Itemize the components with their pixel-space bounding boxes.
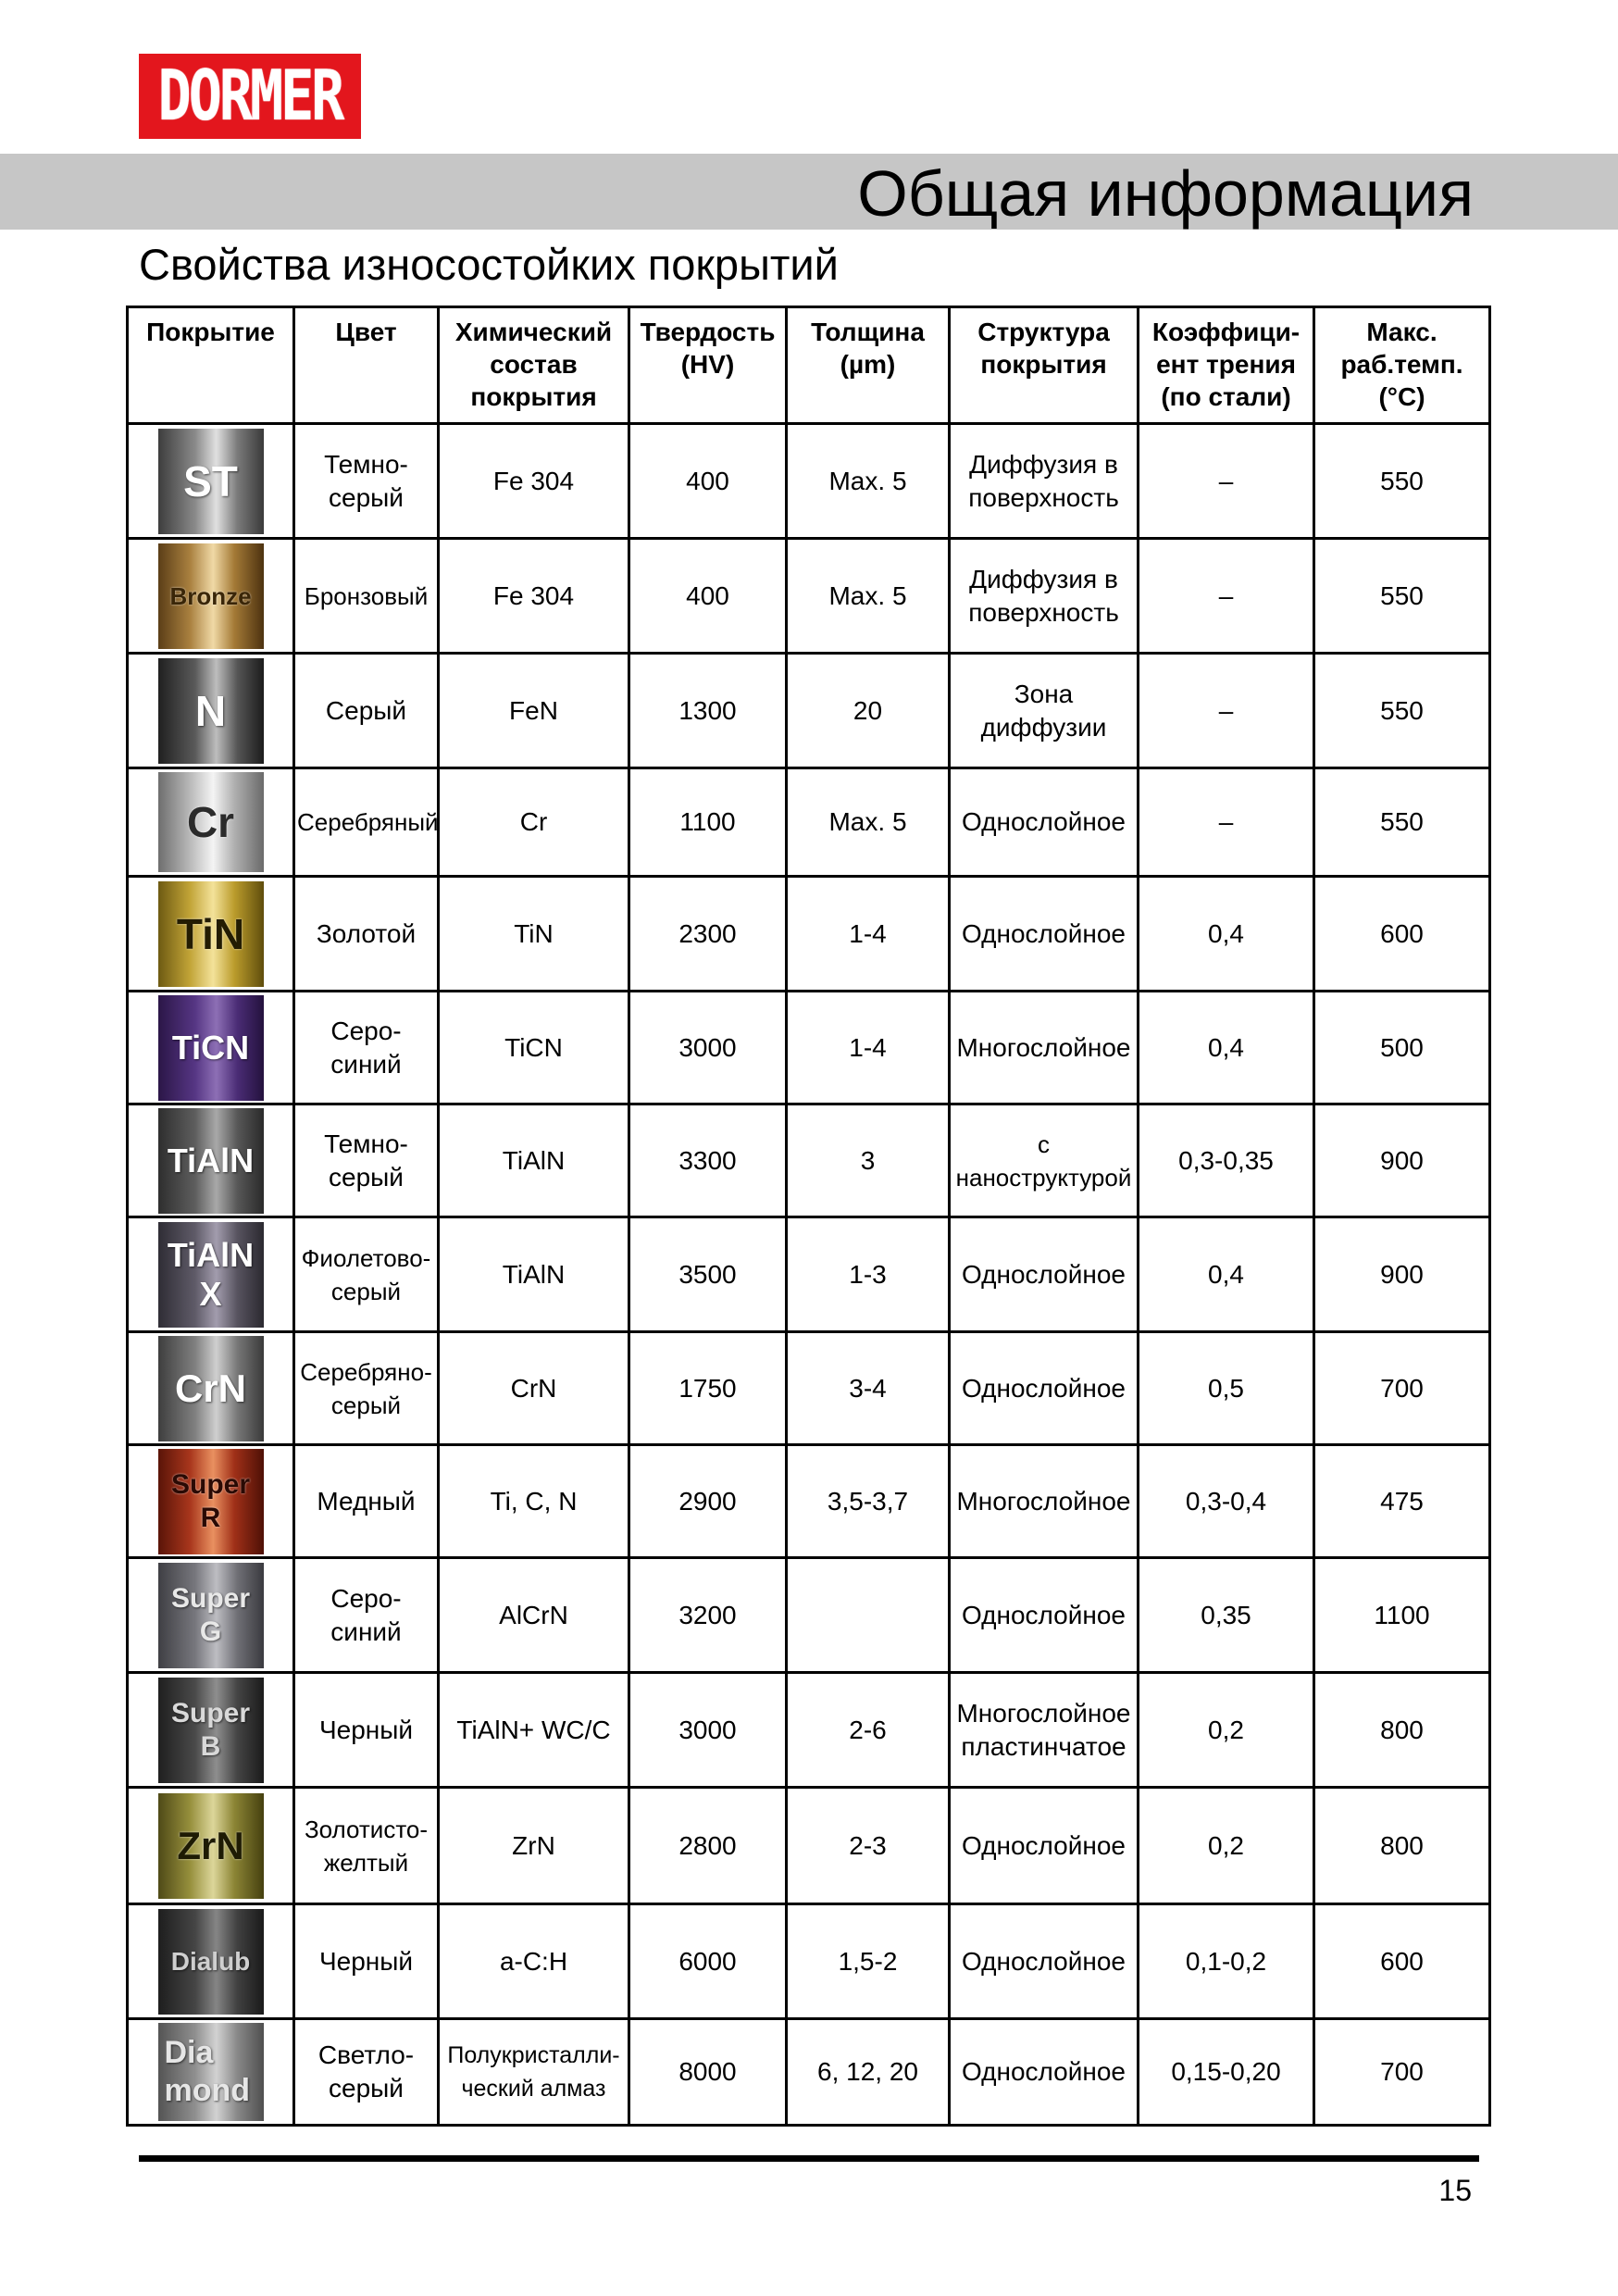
swatch-cell (128, 1673, 294, 1788)
friction-cell: 0,4 (1139, 877, 1314, 992)
table-row (128, 1788, 1490, 1904)
hardness-cell: 3200 (629, 1558, 787, 1673)
color-cell: Бронзовый (294, 539, 439, 654)
swatch-label: TiAlN (167, 1141, 255, 1179)
swatch-label: N (194, 686, 227, 735)
structure-cell: Однослойное (950, 2019, 1139, 2126)
swatch-cell (128, 1445, 294, 1558)
hardness-cell: 2800 (629, 1788, 787, 1904)
super-b-coating-swatch-icon (158, 1678, 264, 1783)
table-row (128, 424, 1490, 539)
swatch-cell (128, 1904, 294, 2019)
header-color: Цвет (294, 307, 439, 424)
swatch-cell (128, 1788, 294, 1904)
chemistry-cell: a-C:H (439, 1904, 629, 2019)
thickness-cell: 1-3 (787, 1217, 950, 1332)
table-row (128, 877, 1490, 992)
color-cell: Серо-синий (294, 1558, 439, 1673)
swatch-label: Super B (170, 1697, 251, 1762)
structure-cell: Многослойное пластинчатое (950, 1673, 1139, 1788)
header-thickness: Толщина (µm) (787, 307, 950, 424)
max-temp-cell: 800 (1314, 1788, 1490, 1904)
swatch-cell (128, 768, 294, 877)
color-cell: Черный (294, 1904, 439, 2019)
header-max-temp: Макс. раб.темп. (°C) (1314, 307, 1490, 424)
tialn-x-coating-swatch-icon (158, 1222, 264, 1328)
max-temp-cell: 550 (1314, 654, 1490, 768)
swatch-label: CrN (174, 1366, 246, 1410)
max-temp-cell: 600 (1314, 877, 1490, 992)
thickness-cell (787, 1558, 950, 1673)
friction-cell: 0,4 (1139, 1217, 1314, 1332)
section-banner (0, 154, 1618, 230)
swatch-label: Super G (170, 1582, 251, 1647)
color-cell: Серый (294, 654, 439, 768)
structure-cell: Однослойное (950, 1217, 1139, 1332)
color-cell: Золотисто-желтый (294, 1788, 439, 1904)
max-temp-cell: 550 (1314, 768, 1490, 877)
color-cell: Черный (294, 1673, 439, 1788)
hardness-cell: 2300 (629, 877, 787, 992)
chemistry-cell: TiAlN (439, 1104, 629, 1217)
header-chemistry: Химический состав покрытия (439, 307, 629, 424)
thickness-cell: 2-3 (787, 1788, 950, 1904)
hardness-cell: 1750 (629, 1332, 787, 1445)
thickness-cell: 3-4 (787, 1332, 950, 1445)
structure-cell: Однослойное (950, 1558, 1139, 1673)
table-row (128, 1445, 1490, 1558)
thickness-cell: 2-6 (787, 1673, 950, 1788)
logo-text: DORMER (157, 56, 342, 137)
friction-cell: 0,5 (1139, 1332, 1314, 1445)
color-cell: Серебряно-серый (294, 1332, 439, 1445)
chemistry-cell: Cr (439, 768, 629, 877)
swatch-cell (128, 424, 294, 539)
thickness-cell: 20 (787, 654, 950, 768)
swatch-label: TiN (176, 909, 245, 958)
friction-cell: 0,2 (1139, 1673, 1314, 1788)
table-row (128, 768, 1490, 877)
thickness-cell: 1,5-2 (787, 1904, 950, 2019)
swatch-label: Dia mond (164, 2035, 251, 2108)
structure-cell: Диффузия в поверхность (950, 424, 1139, 539)
table-row (128, 539, 1490, 654)
n-coating-swatch-icon (158, 658, 264, 764)
max-temp-cell: 900 (1314, 1104, 1490, 1217)
structure-cell: Зона диффузии (950, 654, 1139, 768)
color-cell: Темно-серый (294, 1104, 439, 1217)
chemistry-cell: Полукристалли-ческий алмаз (439, 2019, 629, 2126)
hardness-cell: 1100 (629, 768, 787, 877)
friction-cell: 0,1-0,2 (1139, 1904, 1314, 2019)
table-row (128, 1217, 1490, 1332)
swatch-label: ST (183, 456, 238, 505)
page-number: 15 (1438, 2174, 1472, 2207)
swatch-cell (128, 1104, 294, 1217)
thickness-cell: 3 (787, 1104, 950, 1217)
swatch-cell (128, 1558, 294, 1673)
color-cell: Фиолетово-серый (294, 1217, 439, 1332)
hardness-cell: 6000 (629, 1904, 787, 2019)
swatch-cell (128, 539, 294, 654)
table-title: Свойства износостойких покрытий (139, 240, 839, 289)
friction-cell: 0,3-0,4 (1139, 1445, 1314, 1558)
swatch-label: TiCN (171, 1028, 250, 1067)
ticn-coating-swatch-icon (158, 995, 264, 1101)
swatch-label: TiAlN X (167, 1236, 255, 1313)
dormer-logo (139, 54, 361, 139)
swatch-cell (128, 2019, 294, 2126)
chemistry-cell: FeN (439, 654, 629, 768)
bronze-coating-swatch-icon (158, 543, 264, 649)
chemistry-cell: Fe 304 (439, 539, 629, 654)
st-coating-swatch-icon (158, 429, 264, 534)
chemistry-cell: TiN (439, 877, 629, 992)
swatch-label: Dialub (170, 1946, 251, 1976)
header-friction: Коэффици-ент трения (по стали) (1139, 307, 1314, 424)
friction-cell: – (1139, 768, 1314, 877)
chemistry-cell: Ti, C, N (439, 1445, 629, 1558)
friction-cell: 0,2 (1139, 1788, 1314, 1904)
table-row (128, 1904, 1490, 2019)
zrn-coating-swatch-icon (158, 1793, 264, 1899)
thickness-cell: Max. 5 (787, 424, 950, 539)
crn-coating-swatch-icon (158, 1336, 264, 1441)
diamond-coating-swatch-icon (158, 2023, 264, 2121)
header-coating: Покрытие (128, 307, 294, 424)
hardness-cell: 400 (629, 539, 787, 654)
table-row (128, 1558, 1490, 1673)
color-cell: Серебряный (294, 768, 439, 877)
swatch-cell (128, 877, 294, 992)
structure-cell: Однослойное (950, 768, 1139, 877)
max-temp-cell: 1100 (1314, 1558, 1490, 1673)
structure-cell: Однослойное (950, 877, 1139, 992)
chemistry-cell: TiCN (439, 992, 629, 1104)
color-cell: Золотой (294, 877, 439, 992)
color-cell: Светло-серый (294, 2019, 439, 2126)
chemistry-cell: TiAlN+ WC/C (439, 1673, 629, 1788)
color-cell: Медный (294, 1445, 439, 1558)
structure-cell: Диффузия в поверхность (950, 539, 1139, 654)
swatch-label: Super R (170, 1468, 251, 1533)
thickness-cell: 6, 12, 20 (787, 2019, 950, 2126)
max-temp-cell: 550 (1314, 539, 1490, 654)
chemistry-cell: ZrN (439, 1788, 629, 1904)
table-row (128, 992, 1490, 1104)
hardness-cell: 3300 (629, 1104, 787, 1217)
hardness-cell: 3500 (629, 1217, 787, 1332)
footer-rule (139, 2155, 1479, 2162)
friction-cell: 0,35 (1139, 1558, 1314, 1673)
structure-cell: Однослойное (950, 1332, 1139, 1445)
structure-cell: Однослойное (950, 1904, 1139, 2019)
thickness-cell: 1-4 (787, 877, 950, 992)
max-temp-cell: 900 (1314, 1217, 1490, 1332)
structure-cell: с наноструктурой (950, 1104, 1139, 1217)
friction-cell: 0,3-0,35 (1139, 1104, 1314, 1217)
chemistry-cell: CrN (439, 1332, 629, 1445)
hardness-cell: 400 (629, 424, 787, 539)
thickness-cell: Max. 5 (787, 768, 950, 877)
max-temp-cell: 550 (1314, 424, 1490, 539)
dialub-coating-swatch-icon (158, 1909, 264, 2015)
thickness-cell: 3,5-3,7 (787, 1445, 950, 1558)
swatch-cell (128, 1332, 294, 1445)
friction-cell: – (1139, 424, 1314, 539)
coatings-table (126, 306, 1491, 2127)
table-row (128, 654, 1490, 768)
max-temp-cell: 500 (1314, 992, 1490, 1104)
max-temp-cell: 700 (1314, 2019, 1490, 2126)
thickness-cell: Max. 5 (787, 539, 950, 654)
friction-cell: – (1139, 539, 1314, 654)
swatch-label: ZrN (177, 1823, 244, 1867)
table-row (128, 1332, 1490, 1445)
hardness-cell: 8000 (629, 2019, 787, 2126)
swatch-cell (128, 1217, 294, 1332)
max-temp-cell: 475 (1314, 1445, 1490, 1558)
structure-cell: Многослойное (950, 992, 1139, 1104)
swatch-label: Cr (186, 798, 235, 846)
table-row (128, 2019, 1490, 2126)
swatch-label: Bronze (169, 581, 252, 610)
thickness-cell: 1-4 (787, 992, 950, 1104)
color-cell: Темно-серый (294, 424, 439, 539)
swatch-cell (128, 992, 294, 1104)
chemistry-cell: AlCrN (439, 1558, 629, 1673)
tialn-coating-swatch-icon (158, 1108, 264, 1214)
structure-cell: Однослойное (950, 1788, 1139, 1904)
cr-coating-swatch-icon (158, 772, 264, 872)
friction-cell: 0,15-0,20 (1139, 2019, 1314, 2126)
chemistry-cell: TiAlN (439, 1217, 629, 1332)
max-temp-cell: 700 (1314, 1332, 1490, 1445)
friction-cell: 0,4 (1139, 992, 1314, 1104)
hardness-cell: 3000 (629, 992, 787, 1104)
table-row (128, 1673, 1490, 1788)
table-row (128, 1104, 1490, 1217)
color-cell: Серо-синий (294, 992, 439, 1104)
structure-cell: Многослойное (950, 1445, 1139, 1558)
tin-coating-swatch-icon (158, 881, 264, 987)
header-hardness: Твердость (HV) (629, 307, 787, 424)
page-title: Общая информация (857, 157, 1474, 230)
hardness-cell: 3000 (629, 1673, 787, 1788)
friction-cell: – (1139, 654, 1314, 768)
super-g-coating-swatch-icon (158, 1563, 264, 1668)
hardness-cell: 2900 (629, 1445, 787, 1558)
super-r-coating-swatch-icon (158, 1449, 264, 1554)
header-structure: Структура покрытия (950, 307, 1139, 424)
max-temp-cell: 800 (1314, 1673, 1490, 1788)
header-row (128, 307, 1490, 424)
chemistry-cell: Fe 304 (439, 424, 629, 539)
swatch-cell (128, 654, 294, 768)
hardness-cell: 1300 (629, 654, 787, 768)
max-temp-cell: 600 (1314, 1904, 1490, 2019)
